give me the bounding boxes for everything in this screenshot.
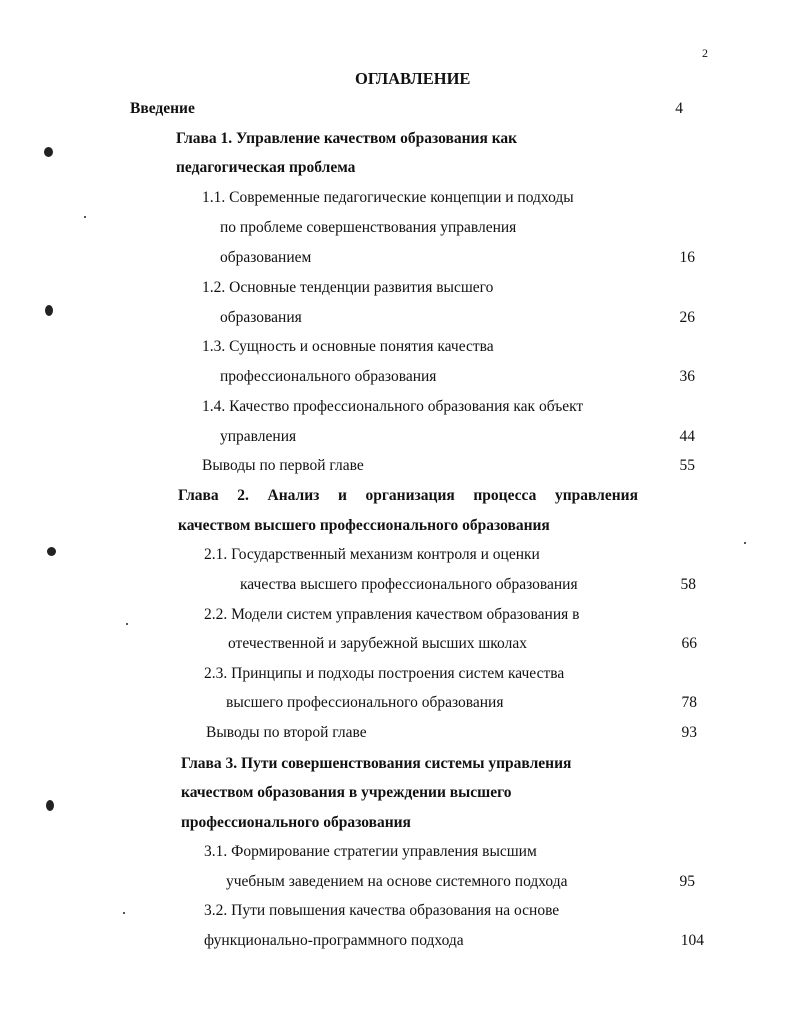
toc-page-3-1: 95 (679, 873, 695, 890)
toc-section-1-4-line-2: управления (220, 428, 297, 445)
toc-chapter-3-line-3: профессионального образования (181, 814, 411, 831)
toc-page-2-3: 78 (681, 694, 697, 711)
toc-conclusions-1: Выводы по первой главе (202, 457, 364, 474)
toc-chapter-1-line-1: Глава 1. Управление качеством образования как (176, 130, 518, 147)
scan-speck (45, 305, 53, 316)
toc-section-2-3-line-2: высшего профессионального образования (226, 694, 504, 711)
toc-page-conclusions-2: 93 (681, 724, 697, 741)
toc-section-1-3-line-1: 1.3. Сущность и основные понятия качества (202, 338, 494, 355)
toc-chapter-3-line-1: Глава 3. Пути совершенствования системы управления (181, 755, 572, 772)
toc-page-3-2: 104 (680, 932, 704, 949)
toc-page-2-1: 58 (680, 576, 696, 593)
toc-section-3-1-line-2: учебным заведением на основе системного подхода (226, 873, 568, 890)
scan-speck (744, 542, 746, 544)
toc-page-2-2: 66 (681, 635, 697, 652)
toc-section-2-1-line-2: качества высшего профессионального образования (240, 576, 578, 593)
toc-page-1-1: 16 (679, 249, 695, 266)
toc-page-1-2: 26 (679, 309, 695, 326)
toc-title: ОГЛАВЛЕНИЕ (355, 69, 471, 88)
toc-section-2-2-line-2: отечественной и зарубежной высших школах (228, 635, 527, 652)
toc-page-1-3: 36 (679, 368, 695, 385)
page-number: 2 (702, 46, 708, 60)
toc-page-conclusions-1: 55 (679, 457, 695, 474)
toc-page-1-4: 44 (679, 428, 695, 445)
toc-section-2-1-line-1: 2.1. Государственный механизм контроля и оценки (204, 546, 540, 563)
scan-speck (126, 623, 128, 625)
toc-chapter-2-line-2: качеством высшего профессионального образования (178, 517, 550, 534)
scan-speck (46, 800, 54, 811)
toc-entry-introduction: Введение (130, 100, 195, 117)
toc-section-1-3-line-2: профессионального образования (220, 368, 437, 385)
toc-section-3-2-line-2: функционально-программного подхода (204, 932, 464, 949)
toc-section-1-1-line-2: по проблеме совершенствования управления (220, 219, 517, 236)
toc-conclusions-2: Выводы по второй главе (206, 724, 367, 741)
toc-section-1-1-line-1: 1.1. Современные педагогические концепции и подходы (202, 189, 574, 206)
scan-speck (84, 216, 86, 218)
toc-section-1-2-line-1: 1.2. Основные тенденции развития высшего (202, 279, 494, 296)
scan-speck (47, 547, 56, 556)
toc-chapter-1-line-2: педагогическая проблема (176, 159, 356, 176)
toc-chapter-2-line-1: Глава 2. Анализ и организация процесса управления (178, 487, 638, 504)
toc-page-introduction: 4 (675, 100, 683, 117)
toc-section-1-1-line-3: образованием (220, 249, 312, 266)
scan-speck (123, 912, 125, 914)
toc-section-3-2-line-1: 3.2. Пути повышения качества образования на основе (204, 902, 560, 919)
toc-section-3-1-line-1: 3.1. Формирование стратегии управления высшим (204, 843, 537, 860)
toc-section-2-3-line-1: 2.3. Принципы и подходы построения систем качества (204, 665, 565, 682)
toc-chapter-3-line-2: качеством образования в учреждении высшего (181, 784, 512, 801)
scan-speck (44, 147, 53, 157)
toc-section-2-2-line-1: 2.2. Модели систем управления качеством образования в (204, 606, 580, 623)
toc-section-1-4-line-1: 1.4. Качество профессионального образования как объект (202, 398, 584, 415)
toc-section-1-2-line-2: образования (220, 309, 302, 326)
